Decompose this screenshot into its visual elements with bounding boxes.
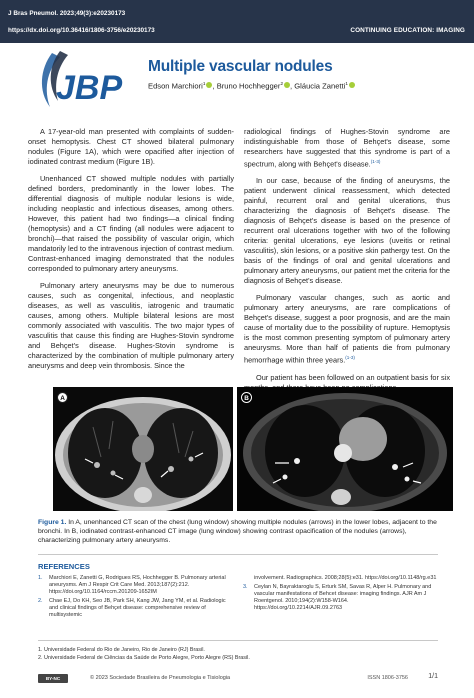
orcid-icon[interactable] — [349, 82, 355, 88]
reference-number: 3. — [243, 584, 248, 591]
panel-label-a: A — [57, 392, 68, 403]
section-label: CONTINUING EDUCATION: IMAGING — [350, 27, 465, 34]
body-paragraph: A 17-year-old man presented with complaints of sudden-onset hemoptysis. Chest CT showed bilateral pulmonary nodules (Figure 1A), which were opacified after injection of iodinated contrast medium (Figure 1B). — [28, 127, 234, 166]
journal-citation: J Bras Pneumol. 2023;49(3):e20230173 — [8, 10, 126, 17]
author-separator: , — [290, 81, 293, 91]
author-list — [148, 81, 355, 91]
reference-item — [38, 575, 233, 596]
body-paragraph — [244, 176, 450, 286]
author-name[interactable]: Edson Marchiori — [148, 81, 203, 91]
author-affiliation: 2 — [280, 81, 283, 86]
footnote-item: 2. Universidade Federal de Ciências da Saúde de Porto Alegre, Porto Alegre (RS) Brasil. — [38, 655, 250, 661]
body-paragraph: Unenhanced CT showed multiple nodules with partially defined borders, predominantly in the lower lobes. The differential diagnosis of multiple nodular lesions is wide, including neoplastic and infectious diseases, among others. However, this patient had two findings—a clinical finding (hemoptysis) and a CT finding (all nodules were adjacent to bronchi)—that raised the possibility of vascular origin, which mandatorily led to the intravenous injection of contrast medium. Contrast-enhanced imaging demonstrated that the nodules corresponded to pulmonary artery aneurysms. — [28, 174, 234, 273]
figure-caption-label: Figure 1. — [38, 519, 67, 526]
reference-number: 1. — [38, 575, 43, 581]
body-paragraph: Pulmonary artery aneurysms may be due to numerous causes, such as congenital, infectious, and neoplastic diseases, as well as vasculitis, iatrogenic and traumatic causes, among others. Multiple bilateral lesions are most commonly associated with vasculitis. The two major types of vasculitis that cause this finding are Hughes-Stovin syndrome and Behçet's disease. Hughes-Stovin syndrome is characterized by the combination of multiple pulmonary artery aneurysms and deep vein thrombosis. Since the — [28, 281, 234, 370]
issn-label: ISSN 1806-3756 — [367, 675, 408, 681]
ct-scan-image-b — [237, 387, 453, 511]
reference-text[interactable]: Marchiori E, Zanetti G, Rodrigues RS, Hochhegger B. Pulmonary arterial aneurysms. Am J Respir Crit Care Med. 2013;187(2):212. https://doi.org/10.1164/rccm.201209-1652IM — [49, 575, 226, 596]
article-title: Multiple vascular nodules — [148, 58, 333, 75]
journal-header-bar — [0, 0, 474, 43]
reference-text[interactable]: Chae EJ, Do KH, Seo JB, Park SH, Kang JW, Jang YM, et al. Radiologic and clinical findings of Behçet disease: comprehensive review of multisystemic — [49, 598, 226, 619]
jbp-logo — [30, 47, 140, 119]
page-footer — [38, 671, 438, 687]
reference-item — [243, 584, 438, 612]
citation-ref[interactable]: (1-3) — [345, 355, 355, 361]
author-separator: , — [212, 81, 215, 91]
footnote-item: 1. Universidade Federal do Rio de Janeiro, Rio de Janeiro (RJ) Brasil. — [38, 647, 205, 653]
doi-link[interactable]: https://dx.doi.org/10.36416/1806-3756/e20230173 — [8, 27, 155, 34]
body-right-column — [244, 127, 450, 400]
page-number: 1/1 — [428, 673, 438, 680]
body-paragraph — [244, 127, 450, 169]
reference-item — [38, 598, 233, 619]
references-left-column — [38, 575, 233, 622]
author-name[interactable]: Bruno Hochhegger — [216, 81, 281, 91]
figure-caption-text: In A, unenhanced CT scan of the chest (lung window) showing multiple nodules (arrows) in the lower lobes, adjacent to the bronchi. In B, iodinated contrast-enhanced CT image (lung window) showing contrast opacification of the nodules (arrows), characterizing pulmonary artery aneurysms. — [38, 519, 437, 544]
logo-text: JBP — [56, 69, 123, 107]
references-divider — [38, 554, 438, 555]
reference-number: 2. — [38, 598, 43, 605]
paragraph-text: radiological findings of Hughes-Stovin syndrome are indistinguishable from those of Behçet's disease, some researchers have suggested that this syndrome is part of a spectrum, along with Behçet's disease. — [244, 127, 450, 169]
panel-label-b: B — [241, 392, 252, 403]
citation-ref[interactable]: (1-3) — [370, 159, 381, 164]
affiliation-footnotes — [38, 646, 250, 662]
cc-license-badge[interactable]: BY-NC — [38, 674, 68, 683]
body-left-column — [28, 127, 234, 378]
references-right-column — [243, 575, 438, 614]
references-heading: REFERENCES — [38, 562, 90, 571]
footnotes-divider — [38, 640, 438, 641]
author-affiliation: 1 — [345, 81, 348, 86]
paragraph-text: Pulmonary vascular changes, such as aortic and pulmonary artery aneurysms, are rare complications of Behçet's disease, suggest a poor prognosis, and are the main cause of mortality due to the possibility of rupture. Hemoptysis is the most common presenting symptom of pulmonary artery aneurysms. More than half of patients die from pulmonary hemorrhage within three years. — [244, 293, 450, 365]
body-paragraph — [244, 293, 450, 365]
ct-scan-image-a — [53, 387, 233, 511]
reference-text[interactable]: involvement. Radiographics. 2008;28(5):e31. https://doi.org/10.1148/rg.e31 — [254, 575, 437, 581]
paragraph-text: Our patient has been followed on an outpatient basis for six — [256, 372, 450, 382]
figure-panel-a — [53, 387, 233, 511]
paragraph-text: In our case, because of the finding of aneurysms, the patient underwent clinical reassessment, which detected painful, recurrent oral and genital ulcerations, thus characterizing the diagnosis of Behçet's disease. The diagnosis of Behçet's disease is based on the presence of recurrent oral ulcerations together with two of the following criteria: genital ulcerations, eye lesions (uveitis or retinal vasculitis), skin lesions, or a positive skin pathergy test. On the basis of the findings of oral and genital ulcerations and pulmonary artery aneurysms, our patient met the criteria for the diagnosis of Behçet's disease. — [244, 176, 450, 286]
author-affiliation: 1 — [202, 81, 206, 86]
copyright-notice: © 2023 Sociedade Brasileira de Pneumologia e Tisiologia — [90, 675, 231, 681]
figure-caption — [38, 518, 438, 545]
reference-text[interactable]: Ceylan N, Bayraktaroglu S, Erturk SM, Savas R, Alper H. Pulmonary and vascular manifestations of Behcet disease: imaging findings. AJR Am J Roentgenol. 2010;194(2):W158-W164. https://doi.org/10.2214/AJR.09.2763 — [254, 584, 432, 612]
author-name[interactable]: Gláucia Zanetti — [294, 81, 346, 91]
reference-item — [243, 575, 438, 582]
figure-panel-b — [237, 387, 453, 511]
